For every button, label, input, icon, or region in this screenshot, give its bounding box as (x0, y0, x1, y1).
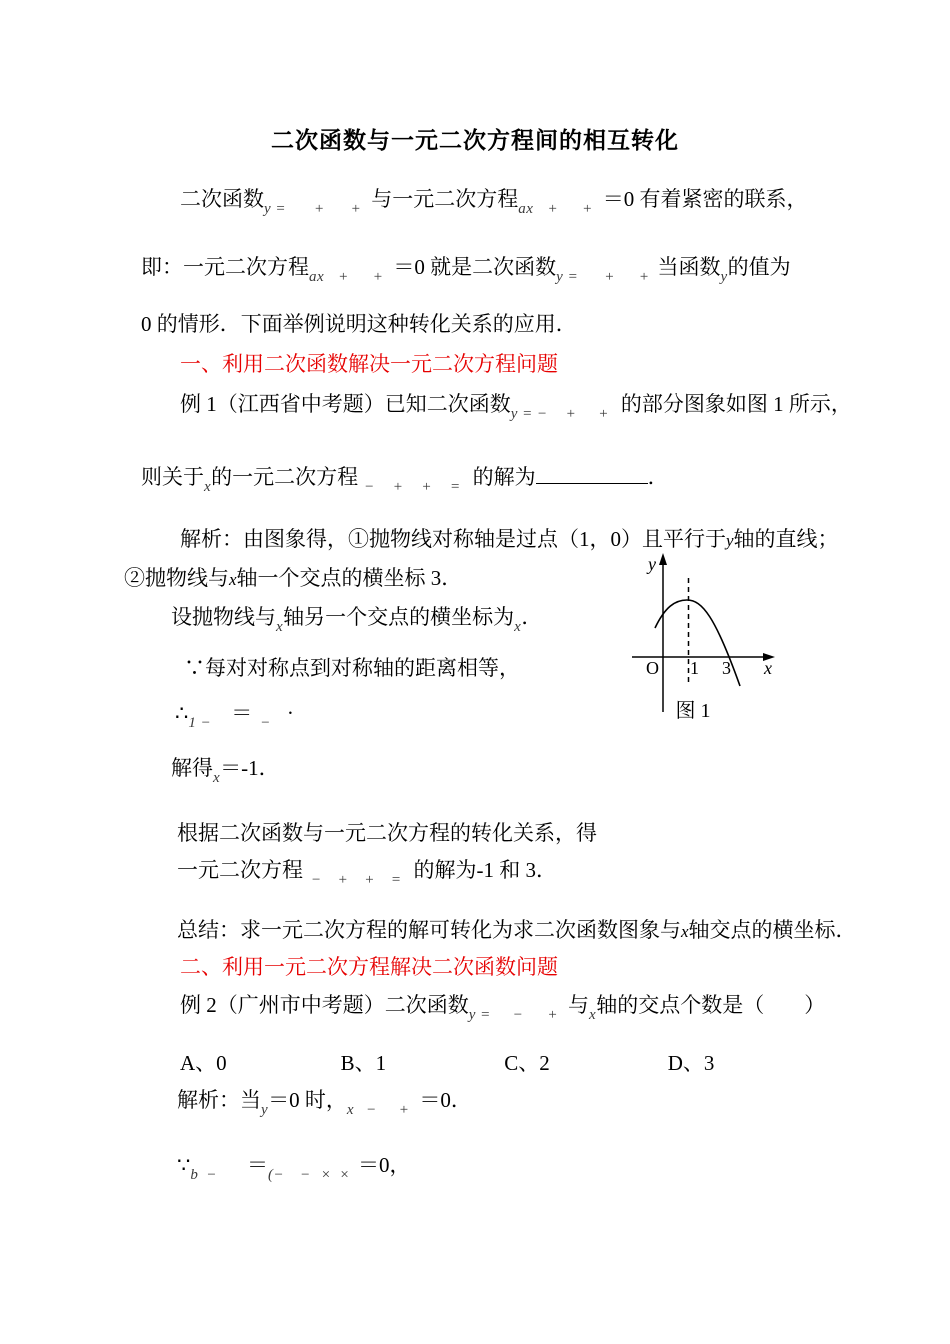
text-segment: × (320, 1167, 332, 1183)
conclusion-line-2 (177, 857, 557, 890)
text-segment: x (346, 1102, 355, 1118)
text-segment: 解得 (171, 756, 213, 780)
tick-label-1: 1 (690, 658, 699, 678)
text-segment: + (350, 201, 362, 217)
text-segment: y = (556, 269, 579, 285)
text-segment: − (512, 1007, 524, 1023)
text-segment: x (681, 922, 689, 941)
text-segment: + (638, 269, 650, 285)
text-segment: ＝0 就是二次函数 (393, 255, 557, 279)
text-segment: − (311, 872, 322, 888)
figure-1-caption: 图 1 (675, 700, 711, 722)
text-segment: ax (518, 201, 534, 217)
text-segment: − (300, 1167, 311, 1183)
text-segment: ax (309, 269, 325, 285)
text-segment: x (514, 619, 522, 635)
text-segment: − (364, 479, 375, 495)
text-segment: + (398, 1102, 410, 1118)
summary-line (177, 917, 857, 943)
intro-paragraph-line-2 (141, 254, 791, 287)
text-segment: 轴一个交点的横坐标 3． (236, 566, 463, 590)
text-segment: ＝-1． (220, 756, 280, 780)
text-segment: ＝0， (358, 1153, 411, 1177)
text-segment: 轴另一个交点的横坐标为 (283, 605, 515, 629)
text-segment: − (366, 1102, 377, 1118)
text-segment: + (392, 479, 404, 495)
text-segment: x (229, 570, 237, 589)
text-segment: = (390, 872, 402, 888)
text-segment: 根据二次函数与一元二次方程的转化关系，得 (177, 821, 597, 845)
text-segment: 的一元二次方程 (211, 465, 359, 489)
text-segment: + (421, 479, 433, 495)
text-segment: y (261, 1102, 269, 1118)
text-segment: 二、利用一元二次方程解决二次函数问题 (180, 955, 558, 979)
text-segment: x (276, 619, 284, 635)
y-axis-arrow-icon (659, 553, 667, 565)
text-segment: B、1 (340, 1051, 387, 1075)
text-segment: ∴ (175, 701, 189, 725)
text-segment: 总结：求一元二次方程的解可转化为求二次函数图象与 (177, 918, 681, 942)
example-2-analysis-line-2 (177, 1152, 411, 1185)
text-segment: 与 (568, 993, 590, 1017)
therefore-equation-line (175, 700, 294, 733)
text-segment: x (589, 1007, 597, 1023)
example-1-analysis-line-2 (124, 565, 462, 591)
text-segment: ∵ (177, 1153, 191, 1177)
text-segment: + (547, 201, 559, 217)
text-segment: 的解为 (472, 465, 536, 489)
origin-label: O (646, 658, 659, 678)
text-segment: b (190, 1167, 199, 1183)
intro-paragraph-line-1 (180, 186, 807, 219)
text-segment: 轴交点的横坐标． (688, 918, 857, 942)
text-segment: 的值为 (727, 255, 791, 279)
multiple-choice-options (180, 1050, 714, 1076)
example-1-question (141, 463, 669, 497)
text-segment: y = (468, 1007, 491, 1023)
text-segment: ＝ (231, 701, 253, 725)
text-segment: + (372, 269, 384, 285)
text-segment: y = − (510, 406, 548, 422)
text-segment: ＝0 有着紧密的联系， (602, 187, 808, 211)
text-segment: 二次函数 (180, 187, 264, 211)
text-segment: 则关于 (141, 465, 204, 489)
conclusion-line-1 (177, 820, 597, 846)
text-segment: D、3 (667, 1051, 715, 1075)
intro-paragraph-line-3 (141, 311, 577, 337)
text-segment: + (338, 269, 349, 285)
example-1-analysis-line-3 (171, 604, 542, 637)
example-2-statement (180, 992, 825, 1025)
text-segment: 即：一元二次方程 (141, 255, 309, 279)
text-segment: + (337, 872, 349, 888)
y-axis-label: y (648, 554, 656, 574)
text-segment: ②抛物线与 (124, 566, 229, 590)
text-segment: (− (268, 1167, 285, 1183)
text-segment: + (547, 1007, 559, 1023)
text-segment: 的解为-1 和 3． (413, 858, 557, 882)
page-title: 二次函数与一元二次方程间的相互转化 (271, 128, 679, 153)
text-segment: ． (647, 465, 669, 489)
text-segment: 当函数 (657, 255, 721, 279)
text-segment: + (364, 872, 375, 888)
tick-label-3: 3 (722, 658, 731, 678)
text-segment: 1 − (188, 715, 212, 731)
text-segment: × (339, 1167, 350, 1183)
text-segment: + (598, 406, 609, 422)
because-line (184, 655, 520, 681)
text-segment: A、0 (180, 1051, 227, 1075)
text-segment: ＝0 时， (268, 1088, 347, 1112)
text-segment: 例 2（广州市中考题）二次函数 (180, 993, 469, 1017)
text-segment: + (604, 269, 615, 285)
text-segment: 解析：由图象得，①抛物线对称轴是过点（1，0）且平行于 (180, 527, 726, 551)
text-segment: + (582, 201, 593, 217)
text-segment: = (450, 479, 461, 495)
text-segment: ＝ (247, 1153, 268, 1177)
text-segment: 轴的交点个数是（ (596, 993, 765, 1017)
text-segment: + (565, 406, 577, 422)
section-2-heading (180, 954, 558, 980)
text-segment: ． (521, 605, 543, 629)
text-segment: 一、利用二次函数解决一元二次方程问题 (180, 352, 558, 376)
text-segment: x (213, 770, 221, 786)
text-segment: − (260, 715, 271, 731)
example-2-analysis-line-1 (177, 1087, 472, 1120)
x-axis-label: x (764, 658, 772, 678)
text-segment: − (206, 1167, 217, 1183)
text-segment: C、2 (504, 1051, 550, 1075)
text-segment: · (286, 701, 294, 725)
text-segment: y = (264, 201, 287, 217)
text-segment: y (720, 269, 728, 285)
solve-result-line (171, 755, 280, 788)
text-segment: 设抛物线与 (171, 605, 276, 629)
text-segment: ） (804, 993, 826, 1017)
text-segment: 轴的直线； (733, 527, 839, 551)
text-segment: 解析：当 (177, 1088, 261, 1112)
text-segment: 一元二次方程 (177, 858, 303, 882)
text-segment: 例 1（江西省中考题）已知二次函数 (180, 392, 511, 416)
text-segment: x (204, 479, 212, 495)
example-1-statement (180, 391, 852, 424)
text-segment: ＝0． (419, 1088, 472, 1112)
text-segment: y (726, 531, 734, 550)
text-segment: + (314, 201, 325, 217)
text-segment: 的部分图象如图 1 所示， (620, 392, 852, 416)
text-segment: 0 的情形．下面举例说明这种转化关系的应用． (141, 312, 577, 336)
text-segment: 与一元二次方程 (371, 187, 519, 211)
text-segment: ∵每对对称点到对称轴的距离相等， (184, 656, 520, 680)
text-segment (536, 463, 648, 484)
section-1-heading (180, 351, 558, 377)
